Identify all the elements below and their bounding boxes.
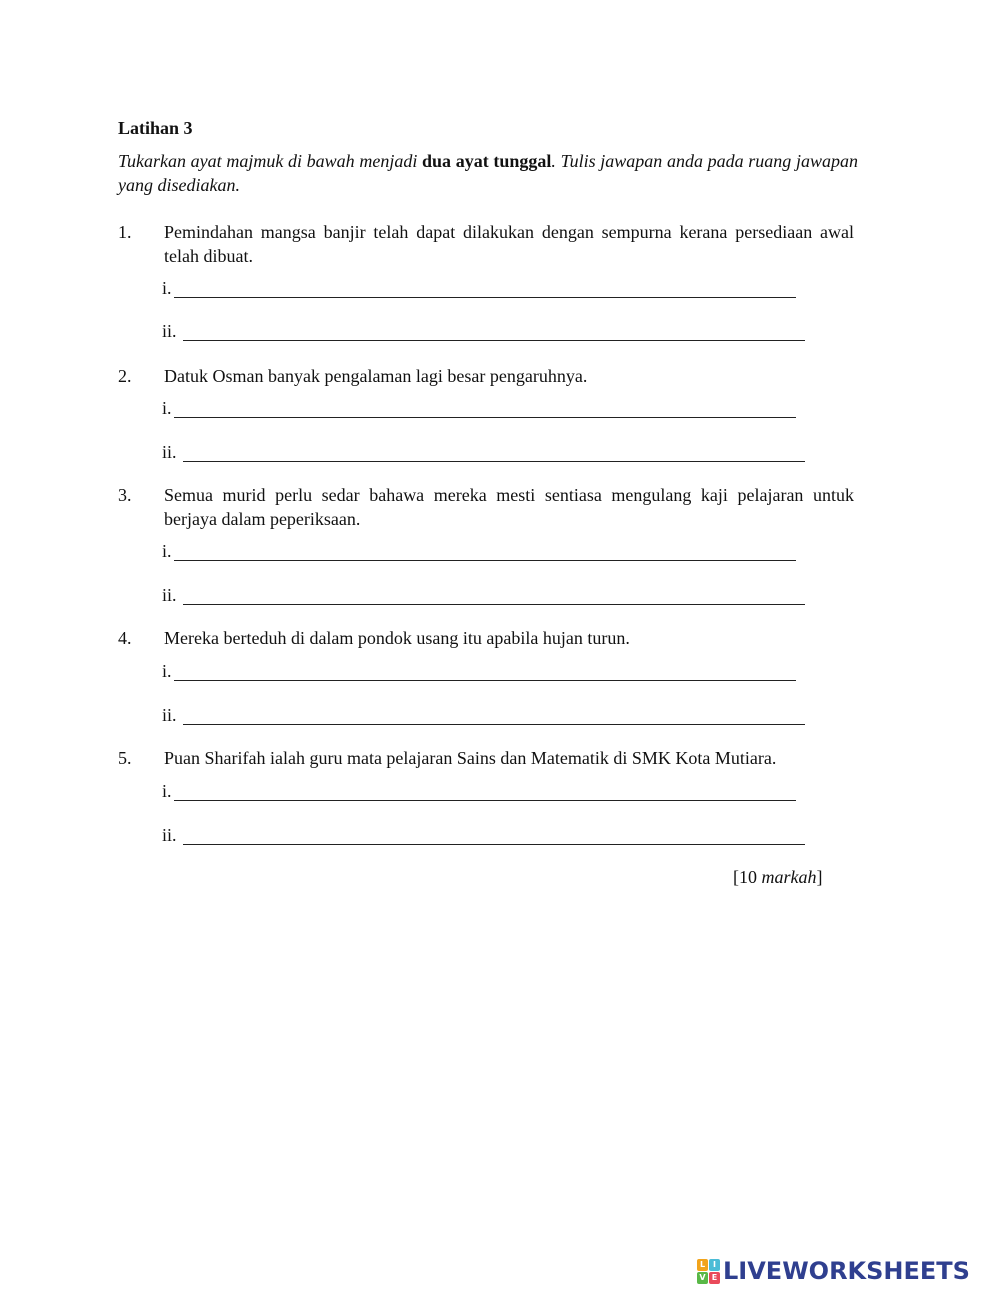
- answer-label: ii.: [162, 825, 177, 845]
- answer-field-4-ii[interactable]: [183, 703, 805, 725]
- instruction-part-2: . Tulis jawapan anda pada ruang jawapan yang disediakan.: [118, 151, 858, 195]
- answer-field-1-ii[interactable]: [183, 319, 805, 341]
- answer-label: i.: [162, 541, 172, 561]
- answer-label: ii.: [162, 442, 177, 462]
- answer-label: ii.: [162, 321, 177, 341]
- logo-tile-v: V: [697, 1272, 708, 1284]
- answer-label: i.: [162, 278, 172, 298]
- answer-field-1-i[interactable]: [174, 276, 796, 298]
- question-number: 1.: [118, 222, 132, 242]
- question-number: 5.: [118, 748, 132, 768]
- instruction-part-1: Tukarkan ayat majmuk di bawah menjadi: [118, 151, 423, 171]
- instruction-emphasis: dua ayat tunggal: [422, 151, 552, 171]
- question-text: Datuk Osman banyak pengalaman lagi besar pengaruhnya.: [164, 366, 588, 386]
- instruction-text: [118, 149, 858, 197]
- answer-field-2-i[interactable]: [174, 396, 796, 418]
- answer-label: ii.: [162, 705, 177, 725]
- marks-total: [733, 867, 823, 888]
- answer-field-4-i[interactable]: [174, 659, 796, 681]
- question-number: 3.: [118, 485, 132, 505]
- answer-row-i: [162, 276, 796, 300]
- answer-row-ii: [162, 440, 805, 464]
- page-title: Latihan 3: [118, 118, 193, 138]
- question-number: 4.: [118, 628, 132, 648]
- marks-close: ]: [816, 867, 823, 887]
- logo-tile-i: I: [709, 1259, 720, 1271]
- liveworksheets-icon: [697, 1259, 719, 1283]
- brand-name: LIVEWORKSHEETS: [723, 1257, 970, 1285]
- answer-field-5-i[interactable]: [174, 779, 796, 801]
- question-text: Puan Sharifah ialah guru mata pelajaran Sains dan Matematik di SMK Kota Mutiara.: [164, 748, 777, 768]
- question-text: Mereka berteduh di dalam pondok usang itu apabila hujan turun.: [164, 628, 630, 648]
- answer-label: i.: [162, 781, 172, 801]
- answer-label: i.: [162, 661, 172, 681]
- marks-word: markah: [761, 867, 817, 887]
- answer-field-3-ii[interactable]: [183, 583, 805, 605]
- question-number: 2.: [118, 366, 132, 386]
- question-text: Semua murid perlu sedar bahawa mereka mesti sentiasa mengulang kaji pelajaran untuk berjaya dalam peperiksaan.: [164, 485, 854, 529]
- answer-row-ii: [162, 703, 805, 727]
- logo-tile-l: L: [697, 1259, 708, 1271]
- answer-row-i: [162, 539, 796, 563]
- answer-field-2-ii[interactable]: [183, 440, 805, 462]
- logo-tile-e: E: [709, 1272, 720, 1284]
- answer-label: ii.: [162, 585, 177, 605]
- answer-row-i: [162, 779, 796, 803]
- liveworksheets-logo: [697, 1256, 970, 1286]
- answer-row-ii: [162, 583, 805, 607]
- answer-row-ii: [162, 823, 805, 847]
- answer-label: i.: [162, 398, 172, 418]
- question-text: Pemindahan mangsa banjir telah dapat dilakukan dengan sempurna kerana persediaan awal telah dibuat.: [164, 222, 854, 266]
- marks-open: [10: [733, 867, 762, 887]
- answer-field-5-ii[interactable]: [183, 823, 805, 845]
- answer-row-i: [162, 659, 796, 683]
- answer-field-3-i[interactable]: [174, 539, 796, 561]
- answer-row-i: [162, 396, 796, 420]
- answer-row-ii: [162, 319, 805, 343]
